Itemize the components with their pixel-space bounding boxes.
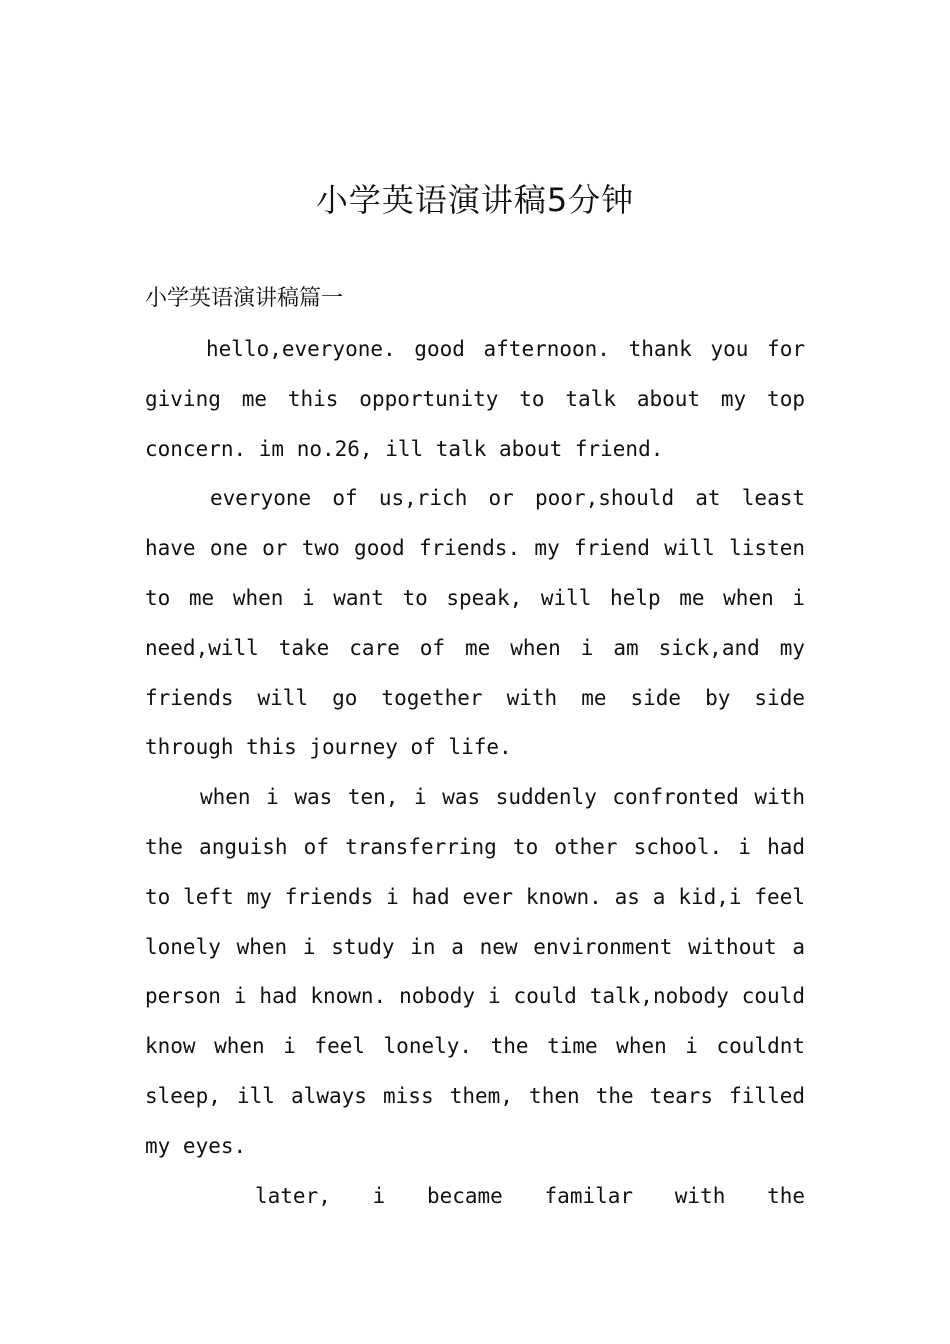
paragraph-4: later, i became familar with the xyxy=(255,1183,805,1208)
paragraph-2: everyone of us,rich or poor,should at least have one or two good friends. my friend will listen to me when i want to speak, will help me when i need,will take care of me when i am sick,and my friends will go together with me side by side through this journey of life. xyxy=(145,486,805,760)
document-title: 小学英语演讲稿5分钟 xyxy=(315,181,635,219)
paragraph-1: hello,everyone. good afternoon. thank you for giving me this opportunity to talk about my top concern. im no.26, ill talk about friend. xyxy=(145,337,805,461)
document-body xyxy=(145,325,805,1221)
paragraph-3: when i was ten, i was suddenly confronted with the anguish of transferring to other school. i had to left my friends i had ever known. as a kid,i feel lonely when i study in a new environment without a person i had known. nobody i could talk,nobody could know when i feel lonely. the time when i couldnt sleep, ill always miss them, then the tears filled my eyes. xyxy=(145,785,805,1158)
section-heading: 小学英语演讲稿篇一 xyxy=(145,286,344,311)
